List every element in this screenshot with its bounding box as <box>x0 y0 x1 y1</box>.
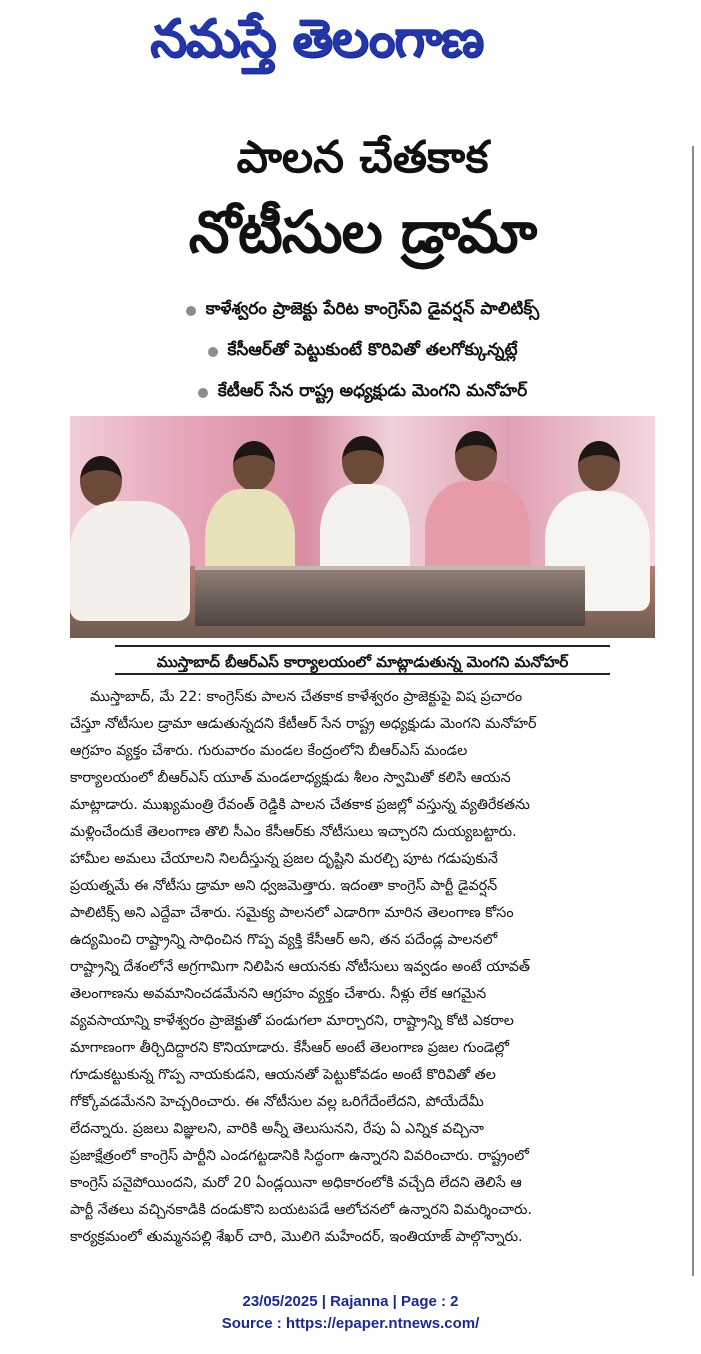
masthead-logo: నమస్తే తెలంగాణ <box>150 9 483 69</box>
article-line: పాలిటిక్స్ అని ఎద్దేవా చేశారు. సమైక్య పాలనలో ఎడారిగా మారిన తెలంగాణ కోసం <box>70 905 514 921</box>
article-line: గూడుకట్టుకున్న గొప్ప నాయకుడని, ఆయనతో పెట్టుకోవడం అంటే కొరివితో తల <box>70 1067 496 1083</box>
article-line: ముస్తాబాద్, మే 22: కాంగ్రెస్‌కు పాలన చేతకాక కాళేశ్వరం ప్రాజెక్టుపై విష ప్రచారం <box>90 689 523 705</box>
subheadline-bullets <box>70 290 655 413</box>
article-line: ఆగ్రహం వ్యక్తం చేశారు. గురువారం మండల కేంద్రంలోని బీఆర్‌ఎస్ మండల <box>70 743 468 759</box>
article-line: ప్రయత్నమే ఈ నోటీసు డ్రామా అని ధ్వజమెత్తారు. ఇదంతా కాంగ్రెస్ పార్టీ డైవర్షన్ <box>70 878 498 894</box>
article-line: మాట్లాడారు. ముఖ్యమంత్రి రేవంత్ రెడ్డికి పాలన చేతకాక ప్రజల్లో వస్తున్న వ్యతిరేకతను <box>70 797 530 813</box>
article-line: వ్యవసాయాన్ని కాళేశ్వరం ప్రాజెక్టుతో పండుగలా మార్చారని, రాష్ట్రాన్ని కోటి ఎకరాల <box>70 1013 514 1029</box>
news-photo <box>70 416 655 638</box>
footer-source-link[interactable]: Source : https://epaper.ntnews.com/ <box>221 1315 480 1332</box>
column-rule <box>692 146 694 1276</box>
article-line: హామీల అమలు చేయాలని నిలదీస్తున్న ప్రజల దృష్టిని మరల్చి పూట గడుపుకునే <box>70 851 498 867</box>
bullet-item <box>70 290 655 331</box>
article-line: కాంగ్రెస్ పనైపోయిందని, మరో 20 ఏండ్లయినా అధికారంలోకి వచ్చేది లేదని తెలిసే ఆ <box>70 1175 522 1191</box>
headline-line-1: పాలన చేతకాక <box>236 132 489 183</box>
headline-line-2: నోటీసుల డ్రామా <box>188 198 537 266</box>
article-line: గోక్కోవడమేనని హెచ్చరించారు. ఈ నోటీసుల వల్ల ఒరిగేదేంలేదని, పోయేదేమీ <box>70 1094 484 1110</box>
article-line: తెలంగాణను అవమానించడమేనని ఆగ్రహం వ్యక్తం చేశారు. నీళ్లు లేక ఆగమైన <box>70 986 487 1002</box>
bullet-text: కేటీఆర్ సేన రాష్ట్ర అధ్యక్షుడు మెంగని మనోహర్ <box>217 380 528 401</box>
bullet-text: కాళేశ్వరం ప్రాజెక్టు పేరిట కాంగ్రెస్‌వి డైవర్షన్ పాలిటిక్స్ <box>205 298 540 319</box>
bullet-dot-icon <box>208 347 218 357</box>
article-line: పార్టీ నేతలు వచ్చినకాడికి దండుకొని బయటపడే ఆలోచనలో ఉన్నారని విమర్శించారు. <box>70 1202 532 1218</box>
article-body <box>70 684 655 1251</box>
article-line: కార్యాలయంలో బీఆర్‌ఎస్ యూత్ మండలాధ్యక్షుడు శీలం స్వామితో కలిసి ఆయన <box>70 770 511 786</box>
bullet-dot-icon <box>186 306 196 316</box>
bullet-item <box>70 331 655 372</box>
photo-caption: ముస్తాబాద్ బీఆర్‌ఎస్ కార్యాలయంలో మాట్లాడుతున్న మెంగని మనోహర్ <box>115 645 610 675</box>
photo-person <box>70 446 200 638</box>
bullet-dot-icon <box>198 388 208 398</box>
article-line: లేదన్నారు. ప్రజలు విజ్ఞులని, వారికి అన్నీ తెలుసునని, రేపు ఏ ఎన్నిక వచ్చినా <box>70 1121 484 1137</box>
article-line: ప్రజాక్షేత్రంలో కాంగ్రెస్ పార్టీని ఎండగట్టడానికి సిద్ధంగా ఉన్నారని వివరించారు. రాష్ట్రంలో <box>70 1148 529 1164</box>
article-line: మళ్లించేందుకే తెలంగాణ తొలి సీఎం కేసీఆర్‌కు నోటీసులు ఇచ్చారని దుయ్యబట్టారు. <box>70 824 517 840</box>
article-line: రాష్ట్రాన్ని దేశంలోనే అగ్రగామిగా నిలిపిన ఆయనకు నోటీసులు ఇవ్వడం అంటే యావత్ <box>70 959 531 975</box>
bullet-text: కేసీఆర్‌తో పెట్టుకుంటే కొరివితో తలగోక్కున్నట్లే <box>227 339 518 360</box>
article-line: చేస్తూ నోటీసుల డ్రామా ఆడుతున్నదని కేటీఆర్ సేన రాష్ట్ర అధ్యక్షుడు మెంగని మనోహర్ <box>70 716 537 732</box>
article-line: మాగాణంగా తీర్చిదిద్దారని కొనియాడారు. కేసీఆర్ అంటే తెలంగాణ ప్రజల గుండెల్లో <box>70 1040 509 1056</box>
photo-table <box>195 566 585 626</box>
article-line: కార్యక్రమంలో తుమ్మనపల్లి శేఖర్ చారి, మొలిగె మహేందర్, ఇంతియాజ్ పాల్గొన్నారు. <box>70 1229 523 1245</box>
article-line: ఉద్యమించి రాష్ట్రాన్ని సాధించిన గొప్ప వ్యక్తి కేసీఆర్ అని, తన పదేండ్ల పాలనలో <box>70 932 498 948</box>
bullet-item <box>70 372 655 413</box>
footer-meta: 23/05/2025 | Rajanna | Page : 2 <box>242 1293 459 1310</box>
